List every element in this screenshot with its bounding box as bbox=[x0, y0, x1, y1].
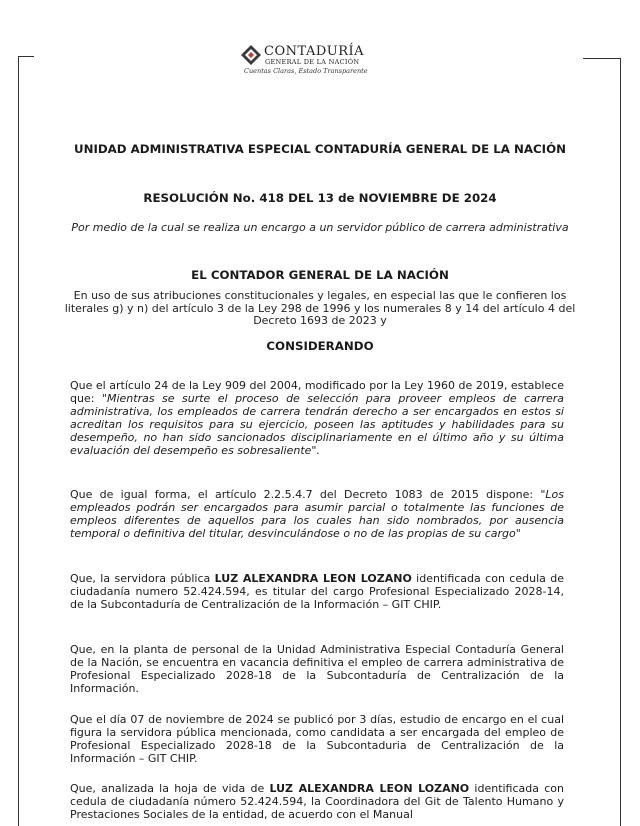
scan-corner-right bbox=[583, 58, 621, 59]
logo-emblem-icon bbox=[240, 44, 262, 66]
employee-name: LUZ ALEXANDRA LEON LOZANO bbox=[269, 782, 470, 795]
legal-quote: "Mientras se surte el proceso de selección para proveer empleos de carrera administrativa, los empleados de carrera tendrán derecho a ser encargados en estos si acreditan los requisitos para su ejercicio, poseen las aptitudes y habilidades para su desempeño, no han sido sancionados disciplinariamente en el último año y su última evaluación del desempeño es sobresaliente". bbox=[70, 392, 564, 457]
paragraph-ley-909 bbox=[70, 379, 564, 457]
paragraph-text: Que, la servidora pública bbox=[70, 572, 215, 585]
legal-quote: "Los empleados podrán ser encargados para asumir parcial o totalmente las funciones de empleos diferentes de aquellos para los cuales han sido nombrados, por ausencia temporal o definitiva del titular, desvinculándose o no de las propias de su cargo" bbox=[70, 488, 564, 540]
resolution-number: RESOLUCIÓN No. 418 DEL 13 de NOVIEMBRE DE 2024 bbox=[143, 191, 497, 205]
paragraph-lead: Que el artículo 24 de la Ley 909 del 2004, modificado por la Ley 1960 de 2019, establece que: bbox=[70, 379, 564, 405]
paragraph-text: Que, analizada la hoja de vida de bbox=[70, 782, 270, 795]
authority-heading: EL CONTADOR GENERAL DE LA NACIÓN bbox=[191, 268, 449, 282]
paragraph-vacancia: Que, en la planta de personal de la Unidad Administrativa Especial Contaduría General de la Nación, se encuentra en vacancia definitiva el empleo de carrera administrativa de Profesional Especializado 2028-18 de la Subcontaduría de Centralización de la Información. bbox=[70, 643, 564, 695]
contaduria-logo bbox=[240, 44, 370, 78]
scan-border-right bbox=[620, 58, 621, 826]
paragraph-text: identificada con cedula de ciudadanía número 52.424.594, la Coordinadora del Git de Talento Humano y Prestaciones Sociales de la entidad, de acuerdo con el Manual bbox=[70, 782, 564, 821]
paragraph-estudio-encargo: Que el día 07 de noviembre de 2024 se publicó por 3 días, estudio de encargo en el cual figura la servidora pública mencionada, como candidata a ser encargada del empleo de Profesional Especializado 2028-18 de la Subcontaduria de Centralización de la Información – GIT CHIP. bbox=[70, 713, 564, 765]
paragraph-servidora bbox=[70, 572, 564, 611]
scan-corner-left bbox=[18, 56, 34, 57]
logo-title: CONTADURÍA bbox=[264, 44, 365, 59]
paragraph-text: identificada con cedula de ciudadanía numero 52.424.594, es titular del cargo Profesional Especializado 2028-14, de la Subcontaduría de Centralización de la Información – GIT CHIP. bbox=[70, 572, 565, 611]
employee-name: LUZ ALEXANDRA LEON LOZANO bbox=[214, 572, 412, 585]
logo-subtitle: GENERAL DE LA NACIÓN bbox=[265, 58, 360, 66]
paragraph-decreto-1083 bbox=[70, 488, 564, 540]
paragraph-hoja-de-vida bbox=[70, 782, 564, 821]
paragraph-lead: Que de igual forma, el artículo 2.2.5.4.7 del Decreto 1083 de 2015 dispone: bbox=[70, 488, 541, 501]
powers-paragraph: En uso de sus atribuciones constitucionales y legales, en especial las que le confieren los literales g) y n) del artículo 3 de la Ley 298 de 1996 y los numerales 8 y 14 del artículo 4 del Decreto 1693 de 2023 y bbox=[64, 289, 576, 327]
entity-heading: UNIDAD ADMINISTRATIVA ESPECIAL CONTADURÍA GENERAL DE LA NACIÓN bbox=[74, 142, 566, 156]
scan-border-left bbox=[18, 56, 19, 826]
resolution-subject: Por medio de la cual se realiza un encargo a un servidor público de carrera administrativa bbox=[71, 221, 569, 234]
logo-tagline: Cuentas Claras, Estado Transparente bbox=[244, 67, 368, 75]
considering-heading: CONSIDERANDO bbox=[266, 339, 374, 353]
